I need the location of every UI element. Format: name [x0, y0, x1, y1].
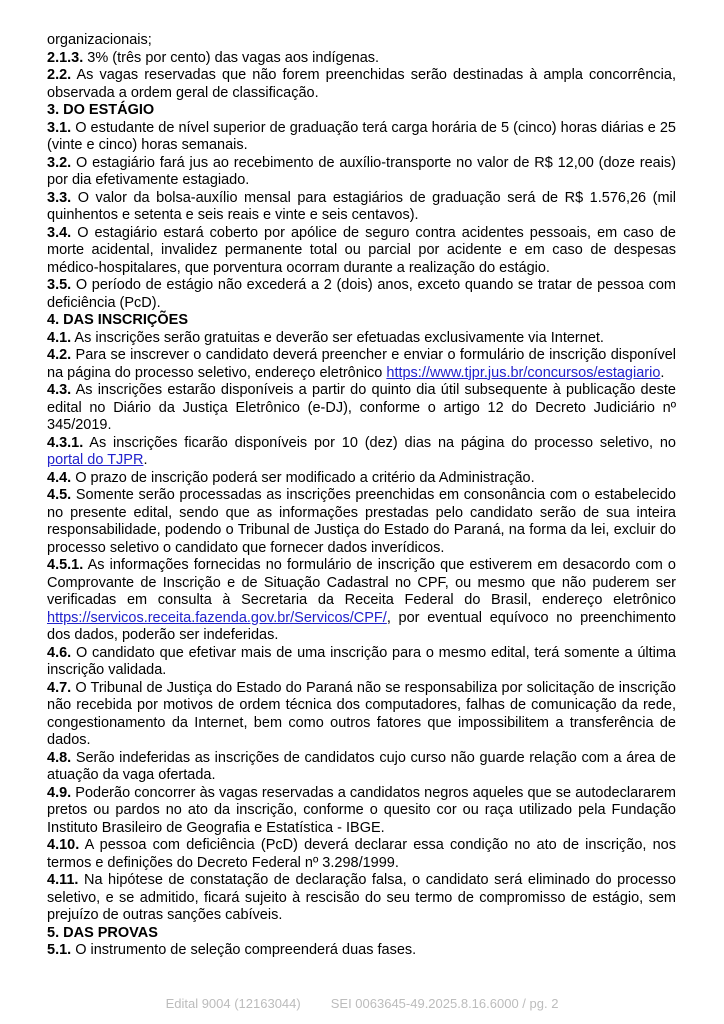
paragraph [47, 557, 676, 645]
item-number: 3.2. [47, 154, 72, 171]
paragraph [47, 67, 676, 102]
item-number: 3.1. [47, 119, 72, 136]
item-number: 4.6. [47, 644, 72, 661]
text-run: O período de estágio não excederá a 2 (dois) anos, exceto quando se tratar de pessoa com deficiência (PcD). [47, 277, 676, 311]
item-number: 4.5.1. [47, 557, 84, 573]
text-run: 3. DO ESTÁGIO [47, 102, 155, 118]
text-run: As vagas reservadas que não forem preenchidas serão destinadas à ampla concorrência, observada a ordem geral de classificação. [47, 67, 676, 101]
item-number: 4.2. [47, 347, 72, 363]
text-run: . [660, 364, 665, 381]
item-number: 4.3.1. [47, 434, 84, 451]
text-run: As informações fornecidas no formulário de inscrição que estiverem em desacordo com o Comprovante de Inscrição e de Situação Cadastral no CPF, ou mesmo que não puderem ser verificadas em consulta à Secretaria da Receita Federal do Brasil, endereço eletrônico [47, 557, 676, 608]
paragraph [47, 837, 676, 872]
text-run: As inscrições ficarão disponíveis por 10 (dez) dias na página do processo seletivo, no [83, 434, 676, 451]
paragraph [47, 190, 676, 225]
paragraph [47, 872, 676, 925]
text-run: 4. DAS INSCRIÇÕES [47, 312, 188, 328]
text-run: O Tribunal de Justiça do Estado do Paraná não se responsabiliza por solicitação de inscrição não recebida por motivos de ordem técnica dos computadores, falhas de comunicação da rede, congestionamento da Internet, bem como outros fatores que impossibilitem a transferência de dados. [47, 679, 676, 748]
paragraph [47, 750, 676, 785]
text-run: , por eventual equívoco no preenchimento dos dados, poderão ser indeferidas. [47, 609, 676, 643]
paragraph [47, 120, 676, 155]
item-number: 4.1. [47, 329, 72, 346]
item-number: 4.7. [47, 679, 72, 696]
paragraph [47, 382, 676, 435]
paragraph [47, 330, 676, 348]
paragraph [47, 277, 676, 312]
paragraph [47, 435, 676, 470]
hyperlink[interactable]: portal do TJPR [47, 452, 144, 468]
section-heading [47, 925, 676, 943]
paragraph [47, 225, 676, 278]
text-run: Para se inscrever o candidato deverá preencher e enviar o formulário de inscrição disponível na página do processo seletivo, endereço eletrônico [47, 347, 676, 381]
section-heading [47, 312, 676, 330]
text-run: Somente serão processadas as inscrições preenchidas em consonância com o estabelecido no presente edital, sendo que as informações prestadas pelo candidato serão de sua inteira responsabilidade, podendo o Tribunal de Justiça do Estado do Paraná, na forma da lei, excluir do processo seletivo o candidato que fornecer dados inverídicos. [47, 487, 676, 556]
text-run: 3% (três por cento) das vagas aos indígenas. [83, 49, 380, 66]
paragraph [47, 50, 676, 68]
item-number: 4.10. [47, 837, 80, 853]
hyperlink[interactable]: https://servicos.receita.fazenda.gov.br/Servicos/CPF/ [47, 609, 387, 626]
text-run: Na hipótese de constatação de declaração falsa, o candidato será eliminado do processo seletivo, e se admitido, ficará sujeito à rescisão do seu termo de compromisso de estágio, sem prejuízo de outras sanções cabíveis. [47, 872, 676, 923]
item-number: 2.2. [47, 67, 72, 83]
footer-sei-page-reference: SEI 0063645-49.2025.8.16.6000 / pg. 2 [330, 996, 559, 1011]
item-number: 3.5. [47, 277, 72, 293]
item-number: 4.11. [47, 872, 79, 888]
text-run: O estagiário fará jus ao recebimento de auxílio-transporte no valor de R$ 12,00 (doze reais) por dia efetivamente estagiado. [47, 154, 676, 188]
paragraph [47, 942, 676, 960]
item-number: 4.4. [47, 469, 72, 486]
text-run: O candidato que efetivar mais de uma inscrição para o mesmo edital, terá somente a última inscrição validada. [47, 644, 676, 678]
hyperlink[interactable]: https://www.tjpr.jus.br/concursos/estagiario [386, 364, 661, 381]
text-run: A pessoa com deficiência (PcD) deverá declarar essa condição no ato de inscrição, nos termos e definições do Decreto Federal nº 3.298/1999. [47, 837, 676, 871]
item-number: 4.8. [47, 749, 72, 766]
text-run: Serão indeferidas as inscrições de candidatos cujo curso não guarde relação com a área de atuação da vaga ofertada. [47, 749, 676, 783]
paragraph [47, 487, 676, 557]
text-run: As inscrições estarão disponíveis a partir do quinto dia útil subsequente à publicação deste edital no Diário da Justiça Eletrônico (e-DJ), conforme o artigo 12 do Decreto Judiciário nº 345/2019. [47, 382, 676, 433]
item-number: 2.1.3. [47, 49, 84, 66]
item-number: 4.9. [47, 784, 72, 801]
item-number: 4.5. [47, 487, 72, 503]
item-number: 3.3. [47, 189, 72, 206]
text-run: Poderão concorrer às vagas reservadas a candidatos negros aqueles que se autodeclararem pretos ou pardos no ato da inscrição, conforme o quesito cor ou raça utilizado pela Fundação Instituto Brasileiro de Geografia e Estatística - IBGE. [47, 784, 676, 836]
text-run: As inscrições serão gratuitas e deverão ser efetuadas exclusivamente via Internet. [71, 329, 604, 346]
paragraph [47, 645, 676, 680]
paragraph [47, 155, 676, 190]
item-number: 4.3. [47, 382, 72, 398]
paragraph [47, 680, 676, 750]
item-number: 3.4. [47, 224, 72, 241]
paragraph [47, 347, 676, 382]
text-run: O estudante de nível superior de graduação terá carga horária de 5 (cinco) horas diárias e 25 (vinte e cinco) horas semanais. [47, 119, 676, 153]
text-run: O estagiário estará coberto por apólice de seguro contra acidentes pessoais, em caso de morte acidental, invalidez permanente total ou parcial por acidente e em caso de despesas médico-hospitalares, que porventura ocorram durante a realização do estágio. [47, 224, 676, 276]
document-body [47, 32, 676, 960]
paragraph [47, 32, 676, 50]
section-heading [47, 102, 676, 120]
text-run: O prazo de inscrição poderá ser modificado a critério da Administração. [71, 469, 535, 486]
page-footer [0, 996, 724, 1011]
paragraph [47, 470, 676, 488]
footer-edital-reference: Edital 9004 (12163044) [165, 996, 301, 1011]
text-run: O valor da bolsa-auxílio mensal para estagiários de graduação será de R$ 1.576,26 (mil quinhentos e setenta e seis reais e vinte e seis centavos). [47, 189, 676, 223]
text-run: 5. DAS PROVAS [47, 924, 158, 941]
paragraph [47, 785, 676, 838]
item-number: 5.1. [47, 942, 72, 958]
text-run: . [143, 452, 148, 468]
text-run: O instrumento de seleção compreenderá duas fases. [71, 942, 417, 958]
text-run: organizacionais; [47, 32, 152, 48]
